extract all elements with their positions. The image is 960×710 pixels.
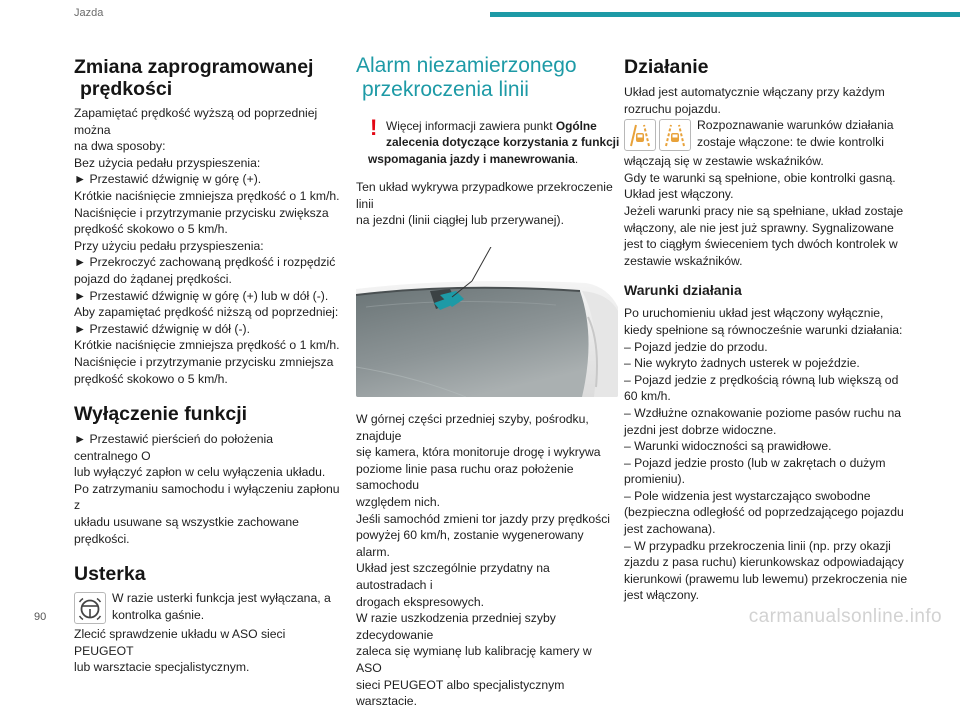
text-line: Układ jest automatycznie włączany przy każdym bbox=[624, 85, 885, 99]
indicator-icons bbox=[624, 119, 691, 151]
heading-function-off: Wyłączenie funkcji bbox=[74, 403, 248, 426]
text-line: zestawie wskaźników. bbox=[624, 253, 743, 268]
note-bold-3: wspomagania jazdy i manewrowania bbox=[368, 151, 575, 166]
column-3 bbox=[624, 52, 908, 604]
column-2 bbox=[356, 52, 620, 710]
text-line: Krótkie naciśnięcie zmniejsza prędkość o 1 km/h. bbox=[74, 188, 340, 203]
text-line: jezdni jest dobrze widoczne. bbox=[624, 422, 777, 437]
text-line: (bezpieczna odległość od poprzedzającego pojazdu bbox=[624, 505, 904, 520]
text-line: kierunkowi (prawemu lub lewemu) przekroczenia nie bbox=[624, 571, 908, 586]
text-line: lub wyłączyć zapłon w celu wyłączenia układu. bbox=[74, 465, 326, 480]
heading-speed-change-line2: prędkości bbox=[80, 78, 173, 100]
text-line: prędkość skokowo o 5 km/h. bbox=[74, 371, 228, 386]
text-line: Po uruchomieniu układ jest włączony wyłącznie, bbox=[624, 306, 884, 321]
windshield-camera-illustration bbox=[356, 247, 618, 397]
text-line: promieniu). bbox=[624, 472, 685, 487]
action-text bbox=[624, 84, 908, 117]
lane-warning-orange-icon-2 bbox=[659, 119, 691, 151]
list-item: – Pojazd jedzie prosto (lub w zakrętach o dużym bbox=[624, 455, 886, 470]
lane-body-text bbox=[356, 411, 620, 710]
text-line: układu usuwane są wszystkie zachowane prędkości. bbox=[74, 515, 299, 546]
text-line: prędkość skokowo o 5 km/h. bbox=[74, 222, 228, 237]
text-line: rozruchu pojazdu. bbox=[624, 101, 721, 116]
note-text-part1: Więcej informacji zawiera punkt bbox=[386, 119, 556, 133]
text-line: Ten układ wykrywa przypadkowe przekroczenie linii bbox=[356, 180, 613, 211]
text-line: zostaje włączone: te dwie kontrolki bbox=[697, 134, 884, 149]
text-line: ► Przestawić dźwignię w górę (+). bbox=[74, 172, 262, 187]
text-line: poziome linie pasa ruchu oraz położenie samochodu bbox=[356, 461, 574, 493]
list-item: – Warunki widoczności są prawidłowe. bbox=[624, 439, 832, 454]
text-line: włączony, ale nie jest już sprawny. Sygnalizowane bbox=[624, 220, 894, 235]
heading-lane-alarm-line2: przekroczenia linii bbox=[362, 78, 529, 101]
text-line: względem nich. bbox=[356, 494, 440, 509]
text-line: Układ jest szczególnie przydatny na autostradach i bbox=[356, 561, 550, 592]
note-bold-2: zalecenia dotyczące korzystania z funkcji bbox=[386, 135, 620, 150]
text-line: Zapamiętać prędkość wyższą od poprzedniej można bbox=[74, 106, 318, 137]
text-line: Krótkie naciśnięcie zmniejsza prędkość o 1 km/h. bbox=[74, 338, 340, 353]
windshield-camera-svg bbox=[356, 247, 618, 397]
note-line-3 bbox=[368, 151, 620, 167]
text-line: Aby zapamiętać prędkość niższą od poprzedniej: bbox=[74, 305, 339, 320]
header-accent-bar bbox=[490, 12, 960, 17]
lane-intro-text bbox=[356, 179, 620, 229]
text-line: jest zachowana). bbox=[624, 522, 716, 537]
list-item: – W przypadku przekroczenia linii (np. przy okazji bbox=[624, 538, 891, 553]
text-line: Po zatrzymaniu samochodu i wyłączeniu zapłonu z bbox=[74, 481, 340, 513]
text-line: Rozpoznawanie warunków działania bbox=[697, 118, 894, 133]
text-line: na jezdni (linii ciągłej lub przerywanej). bbox=[356, 213, 564, 228]
text-line: Przy użyciu pedału przyspieszenia: bbox=[74, 238, 264, 253]
heading-speed-change bbox=[74, 56, 340, 100]
info-note bbox=[356, 115, 620, 167]
text-line: Naciśnięcie i przytrzymanie przycisku zmniejsza bbox=[74, 354, 334, 369]
heading-action: Działanie bbox=[624, 56, 709, 78]
text-line: ► Przestawić dźwignię w dół (-). bbox=[74, 321, 250, 336]
text-line: sieci PEUGEOT albo specjalistycznym warsztacie. bbox=[356, 677, 565, 709]
heading-operating-conditions: Warunki działania bbox=[624, 282, 742, 299]
text-line: Zlecić sprawdzenie układu w ASO sieci PEUGEOT bbox=[74, 627, 286, 658]
text-line: ► Przekroczyć zachowaną prędkość i rozpędzić bbox=[74, 255, 336, 270]
lane-warning-orange-icon bbox=[624, 119, 656, 151]
text-line: kiedy spełnione są równocześnie warunki działania: bbox=[624, 322, 903, 337]
text-line: Jeżeli warunki pracy nie są spełniane, układ zostaje bbox=[624, 203, 904, 218]
text-line: powyżej 60 km/h, zostanie wygenerowany alarm. bbox=[356, 528, 584, 559]
heading-lane-alarm bbox=[356, 54, 620, 102]
speed-change-text bbox=[74, 105, 340, 387]
steering-wheel-warning-icon bbox=[74, 592, 106, 624]
text-line: lub warsztacie specjalistycznym. bbox=[74, 660, 250, 675]
text-line: kontrolka gaśnie. bbox=[112, 607, 205, 622]
info-note-text bbox=[368, 115, 620, 151]
text-line: Bez użycia pedału przyspieszenia: bbox=[74, 155, 261, 170]
heading-fault: Usterka bbox=[74, 563, 146, 586]
text-line: pojazd do żądanej prędkości. bbox=[74, 271, 232, 286]
heading-speed-change-line1: Zmiana zaprogramowanej bbox=[74, 56, 314, 78]
text-line: Gdy te warunki są spełnione, obie kontrolki gasną. bbox=[624, 170, 896, 185]
text-line: drogach ekspresowych. bbox=[356, 594, 485, 609]
list-item: – Wzdłużne oznakowanie poziome pasów ruchu na bbox=[624, 405, 902, 420]
text-line: ► Przestawić dźwignię w górę (+) lub w dół (-). bbox=[74, 288, 329, 303]
text-line: W górnej części przedniej szyby, pośrodku, znajduje bbox=[356, 412, 589, 443]
watermark: carmanualsonline.info bbox=[748, 606, 942, 627]
function-off-text bbox=[74, 431, 340, 547]
column-1 bbox=[74, 52, 340, 676]
text-line: jest to ciągłym świeceniem tych dwóch kontrolek w bbox=[624, 237, 898, 252]
indicator-block bbox=[624, 117, 908, 269]
text-line: się kamera, która monitoruje drogę i wykrywa bbox=[356, 445, 601, 460]
text-line: Układ jest włączony. bbox=[624, 187, 734, 202]
header-section: Jazda bbox=[74, 7, 104, 19]
conditions-text bbox=[624, 305, 908, 604]
alert-exclamation-icon: ! bbox=[370, 115, 378, 140]
note-end: . bbox=[574, 151, 579, 166]
text-line: 60 km/h. bbox=[624, 389, 671, 404]
list-item: – Nie wykryto żadnych usterek w pojeździe. bbox=[624, 356, 860, 371]
text-line: na dwa sposoby: bbox=[74, 139, 166, 154]
text-line: W razie usterki funkcja jest wyłączana, a bbox=[112, 591, 331, 606]
text-line: zaleca się wymianę lub kalibrację kamery w ASO bbox=[356, 644, 592, 675]
list-item: – Pole widzenia jest wystarczająco swobodne bbox=[624, 488, 871, 503]
note-bold-1: Ogólne bbox=[555, 119, 597, 133]
text-line: Jeśli samochód zmieni tor jazdy przy prędkości bbox=[356, 511, 611, 526]
text-line: ► Przestawić pierścień do położenia centralnego O bbox=[74, 432, 274, 463]
list-item: – Pojazd jedzie do przodu. bbox=[624, 339, 768, 354]
text-line: jest włączony. bbox=[624, 588, 699, 603]
text-line: W razie uszkodzenia przedniej szyby zdecydowanie bbox=[356, 611, 556, 642]
text-line: Naciśnięcie i przytrzymanie przycisku zwiększa bbox=[74, 205, 329, 220]
page-number: 90 bbox=[34, 611, 47, 623]
text-line: włączają się w zestawie wskaźników. bbox=[624, 154, 824, 169]
fault-block bbox=[74, 590, 340, 676]
list-item: – Pojazd jedzie z prędkością równą lub większą od bbox=[624, 372, 899, 387]
heading-lane-alarm-line1: Alarm niezamierzonego bbox=[356, 54, 577, 77]
text-line: zjazdu z pasa ruchu) kierunkowskaz odpowiadający bbox=[624, 555, 904, 570]
